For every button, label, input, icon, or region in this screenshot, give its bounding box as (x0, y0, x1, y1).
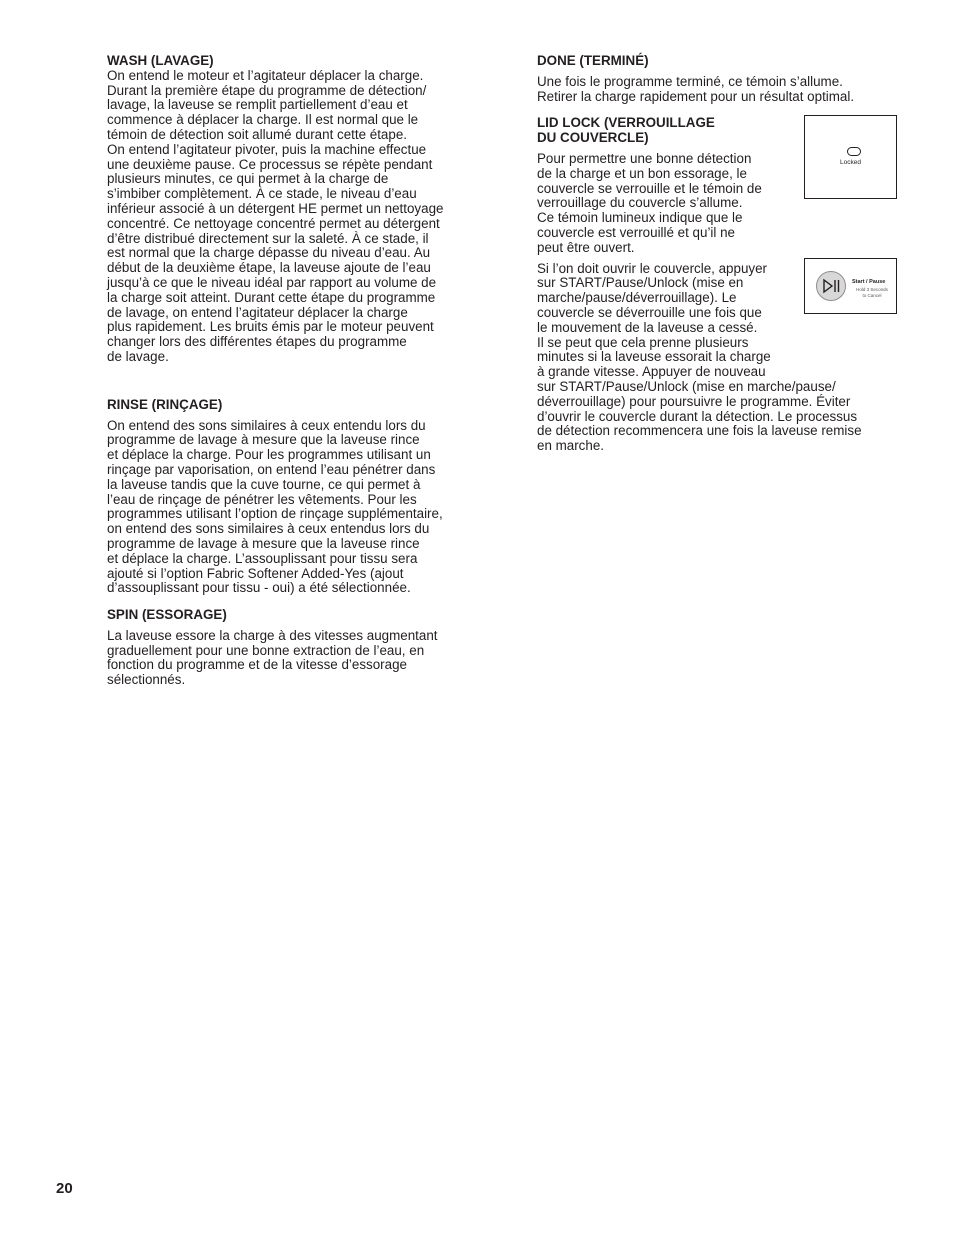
rinse-body: On entend des sons similaires à ceux entendu lors du programme de lavage à mesure que la laveuse rince et déplace la charge. Pour les programmes utilisant un rinçage par vaporisation, on entend l’eau pénétrer dans la laveuse tandis que la cuve tourne, ce qui permet à l’eau de rinçage de pénétrer les vêtements. Pour les programmes utilisant l’option de rinçage supplémentaire, on entend des sons similaires à ceux entendus lors du programme de lavage à mesure que la laveuse rince et déplace la charge. L’assouplissant pour tissu sera ajouté si l’option Fabric Softener Added-Yes (ajout d’assouplissant pour tissu - oui) a été sélectionnée. (107, 417, 443, 596)
start-pause-sublabel: Hold 3 Seconds to Cancel (856, 287, 888, 298)
right-column (537, 54, 882, 454)
spin-heading: SPIN (ESSORAGE) (107, 607, 227, 623)
lid-lock-body-1: Pour permettre une bonne détection de la charge et un bon essorage, le couvercle se verrouille et le témoin de verrouillage du couvercle s’allume. Ce témoin lumineux indique que le couvercle est verrouillé et qu’il ne peut être ouvert. (537, 150, 762, 255)
lid-lock-body-2: Si l’on doit ouvrir le couvercle, appuyer sur START/Pause/Unlock (mise en marche/pause/déverrouillage). Le couvercle se déverrouille une fois que le mouvement de la laveuse a cessé. Il se peut que cela prenne plusieurs minutes si la laveuse essorait la charge à grande vitesse. Appuyer de nouveau sur START/Pause/Unlock (mise en marche/pause/ déverrouillage) pour poursuivre le programme. Éviter d’ouvrir le couvercle durant la détection. Le processus de détection recommencera une fois la laveuse remise en marche. (537, 260, 862, 454)
spin-body: La laveuse essore la charge à des vitesses augmentant graduellement pour une bonne extraction de l’eau, en fonction du programme et de la vitesse d’essorage sélectionnés. (107, 627, 438, 688)
wash-heading: WASH (LAVAGE) (107, 53, 214, 68)
page-number: 20 (56, 1180, 73, 1197)
lock-indicator-icon (847, 147, 861, 156)
done-body: Une fois le programme terminé, ce témoin s’allume. Retirer la charge rapidement pour un résultat optimal. (537, 73, 855, 104)
locked-label: Locked (840, 159, 861, 166)
left-column (107, 54, 469, 688)
start-pause-label: Start / Pause (852, 279, 886, 285)
rinse-heading: RINSE (RINÇAGE) (107, 396, 223, 412)
play-pause-icon (816, 271, 846, 301)
done-heading: DONE (TERMINÉ) (537, 53, 649, 68)
locked-indicator-panel (804, 115, 897, 199)
lid-lock-heading: LID LOCK (VERROUILLAGE DU COUVERCLE) (537, 115, 715, 146)
start-pause-panel (804, 258, 897, 314)
wash-body: On entend le moteur et l’agitateur déplacer la charge. Durant la première étape du programme de détection/ lavage, la laveuse se remplit partiellement d’eau et commence à déplacer la charge. Il est normal que le témoin de détection soit allumé durant cette étape. On entend l’agitateur pivoter, puis la machine effectue une deuxième pause. Ce processus se répète pendant plusieurs minutes, ce qui permet à la charge de s’imbiber complètement. À ce stade, le niveau d’eau inférieur associé à un détergent HE permet un nettoyage concentré. Ce nettoyage concentré permet au détergent d’être distribué directement sur la saleté. À ce stade, il est normal que la charge dépasse du niveau d’eau. Au début de la deuxième étape, la laveuse ajoute de l’eau jusqu’à ce que le niveau idéal par rapport au volume de la charge soit atteint. Durant cette étape du programme de lavage, on entend l’agitateur déplacer la charge plus rapidement. Les bruits émis par le moteur peuvent changer lors des différentes étapes du programme de lavage. (107, 67, 444, 364)
